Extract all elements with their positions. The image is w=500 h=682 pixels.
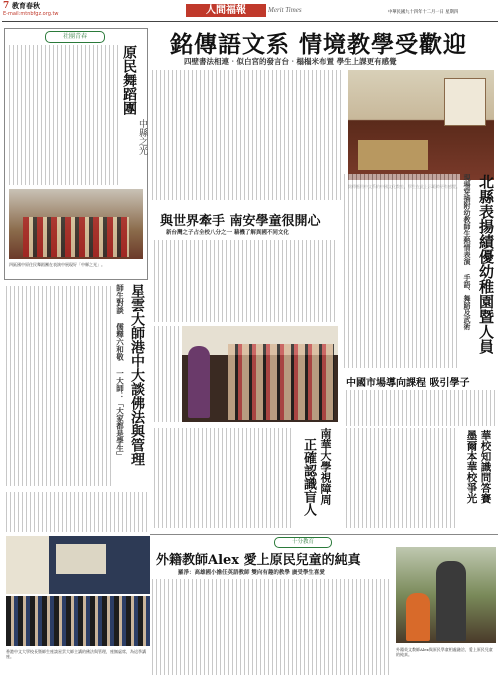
china-market-body [346, 390, 496, 426]
main-article-title: 銘傳語文系 情境教學受歡迎 [170, 31, 468, 58]
main-article-subtitle: 四壁書法相連‧似白宮的發言台‧榻榻米布置 學生上課更有感覺 [184, 57, 397, 66]
page-number: 7 [3, 1, 10, 11]
nanan-subtitle: 新台灣之子占全校八分之一 藉機了解異國不同文化 [166, 230, 289, 236]
huaxiao-subtitle: 墨爾本華校爭光 [465, 430, 478, 504]
nanan-class-photo [182, 326, 338, 422]
kindergarten-body [344, 174, 460, 368]
huaxiao-title: 華校知識問答賽 [479, 430, 492, 504]
dance-troupe-photo [9, 189, 143, 259]
china-market-body-2 [346, 428, 458, 528]
xingyun-photo-audience [6, 596, 150, 646]
dance-photo-caption: 四區國中原住民舞蹈團在表演中展現好「中縣之光」。 [9, 262, 105, 267]
nanhua-body [154, 428, 294, 528]
logo-subtitle: Merit Times [268, 6, 302, 14]
alex-figure [436, 561, 466, 641]
teacher-figure [188, 346, 210, 418]
alex-title: 外籍教師Alex 愛上原民兒童的純真 [156, 553, 361, 568]
alex-subtitle: 羅淨：高雄國小擔任英語教師 雙向有趣的教學 廣受學生喜愛 [178, 570, 325, 576]
classroom-photo [348, 70, 494, 180]
nanan-body [154, 240, 338, 322]
tatami-mat [358, 140, 428, 170]
alex-tag [274, 537, 332, 548]
issue-date: 中華民國九十四年十二月一日 星期四 [388, 10, 459, 15]
left-article-body [9, 45, 119, 185]
huaxiao-article [458, 428, 498, 532]
logo [186, 4, 266, 17]
email-text: E-mail:mtnbfgz.org.tw [3, 11, 59, 17]
xingyun-title: 星雲大師港中大談佛法與管理 [129, 284, 145, 466]
nanan-photo-sidebar [154, 326, 180, 422]
stage-screen [56, 544, 106, 574]
alex-body [152, 579, 392, 675]
nanhua-article [152, 426, 340, 530]
child-figure [406, 593, 430, 641]
column-tag-label: 社團青春 [62, 33, 87, 40]
china-market-title: 中國市場導向課程 吸引學子 [346, 378, 470, 389]
alex-article [150, 534, 498, 679]
header-rule [2, 21, 498, 22]
section-name: 教育春秋 [12, 1, 40, 10]
alex-photo [396, 547, 496, 643]
kindergarten-title: 北縣表揚績優幼稚園暨人員 [477, 174, 495, 354]
nanhua-subtitle: 正確認識盲人 [301, 438, 316, 516]
kindergarten-subtitle: 現場穿插附幼教師生熱情表演 手語、舞蹈及武術 [463, 174, 472, 330]
main-article-body [152, 70, 342, 200]
xingyun-body [6, 286, 112, 486]
left-article-title: 原民舞蹈團 [121, 45, 137, 115]
logo-text: 人間福報 [206, 5, 246, 16]
xingyun-photo-caption: 香港中文大學校長暨師生座談星雲大師主講的佛法與管理，座無虛席，為這季講座。 [6, 649, 146, 659]
alex-tag-label: 十分教育 [291, 539, 314, 545]
children-group [228, 344, 334, 420]
dancer-figures [23, 217, 129, 257]
left-article-subtitle: 中縣之光 [137, 119, 147, 155]
nanan-title: 與世界牽手 南安學童很開心 [160, 214, 321, 229]
header-bar [0, 0, 500, 24]
nanan-article [152, 208, 340, 424]
column-tag [45, 31, 105, 43]
xingyun-article [4, 282, 150, 674]
xingyun-body-2 [6, 492, 150, 532]
kindergarten-article [342, 172, 498, 370]
alex-photo-caption: 外籍英文教師Alex與原民學童相處融洽，愛上原民兒童的純真。 [396, 647, 493, 657]
calligraphy-scroll [444, 78, 486, 126]
left-article-box [4, 28, 148, 280]
xingyun-photo-top [6, 536, 150, 594]
xingyun-subtitle: 師生對談 儒釋六和敬 一大師：「大家都是學生」 [115, 284, 125, 460]
nanhua-title: 南華大學視障周 [319, 428, 332, 505]
